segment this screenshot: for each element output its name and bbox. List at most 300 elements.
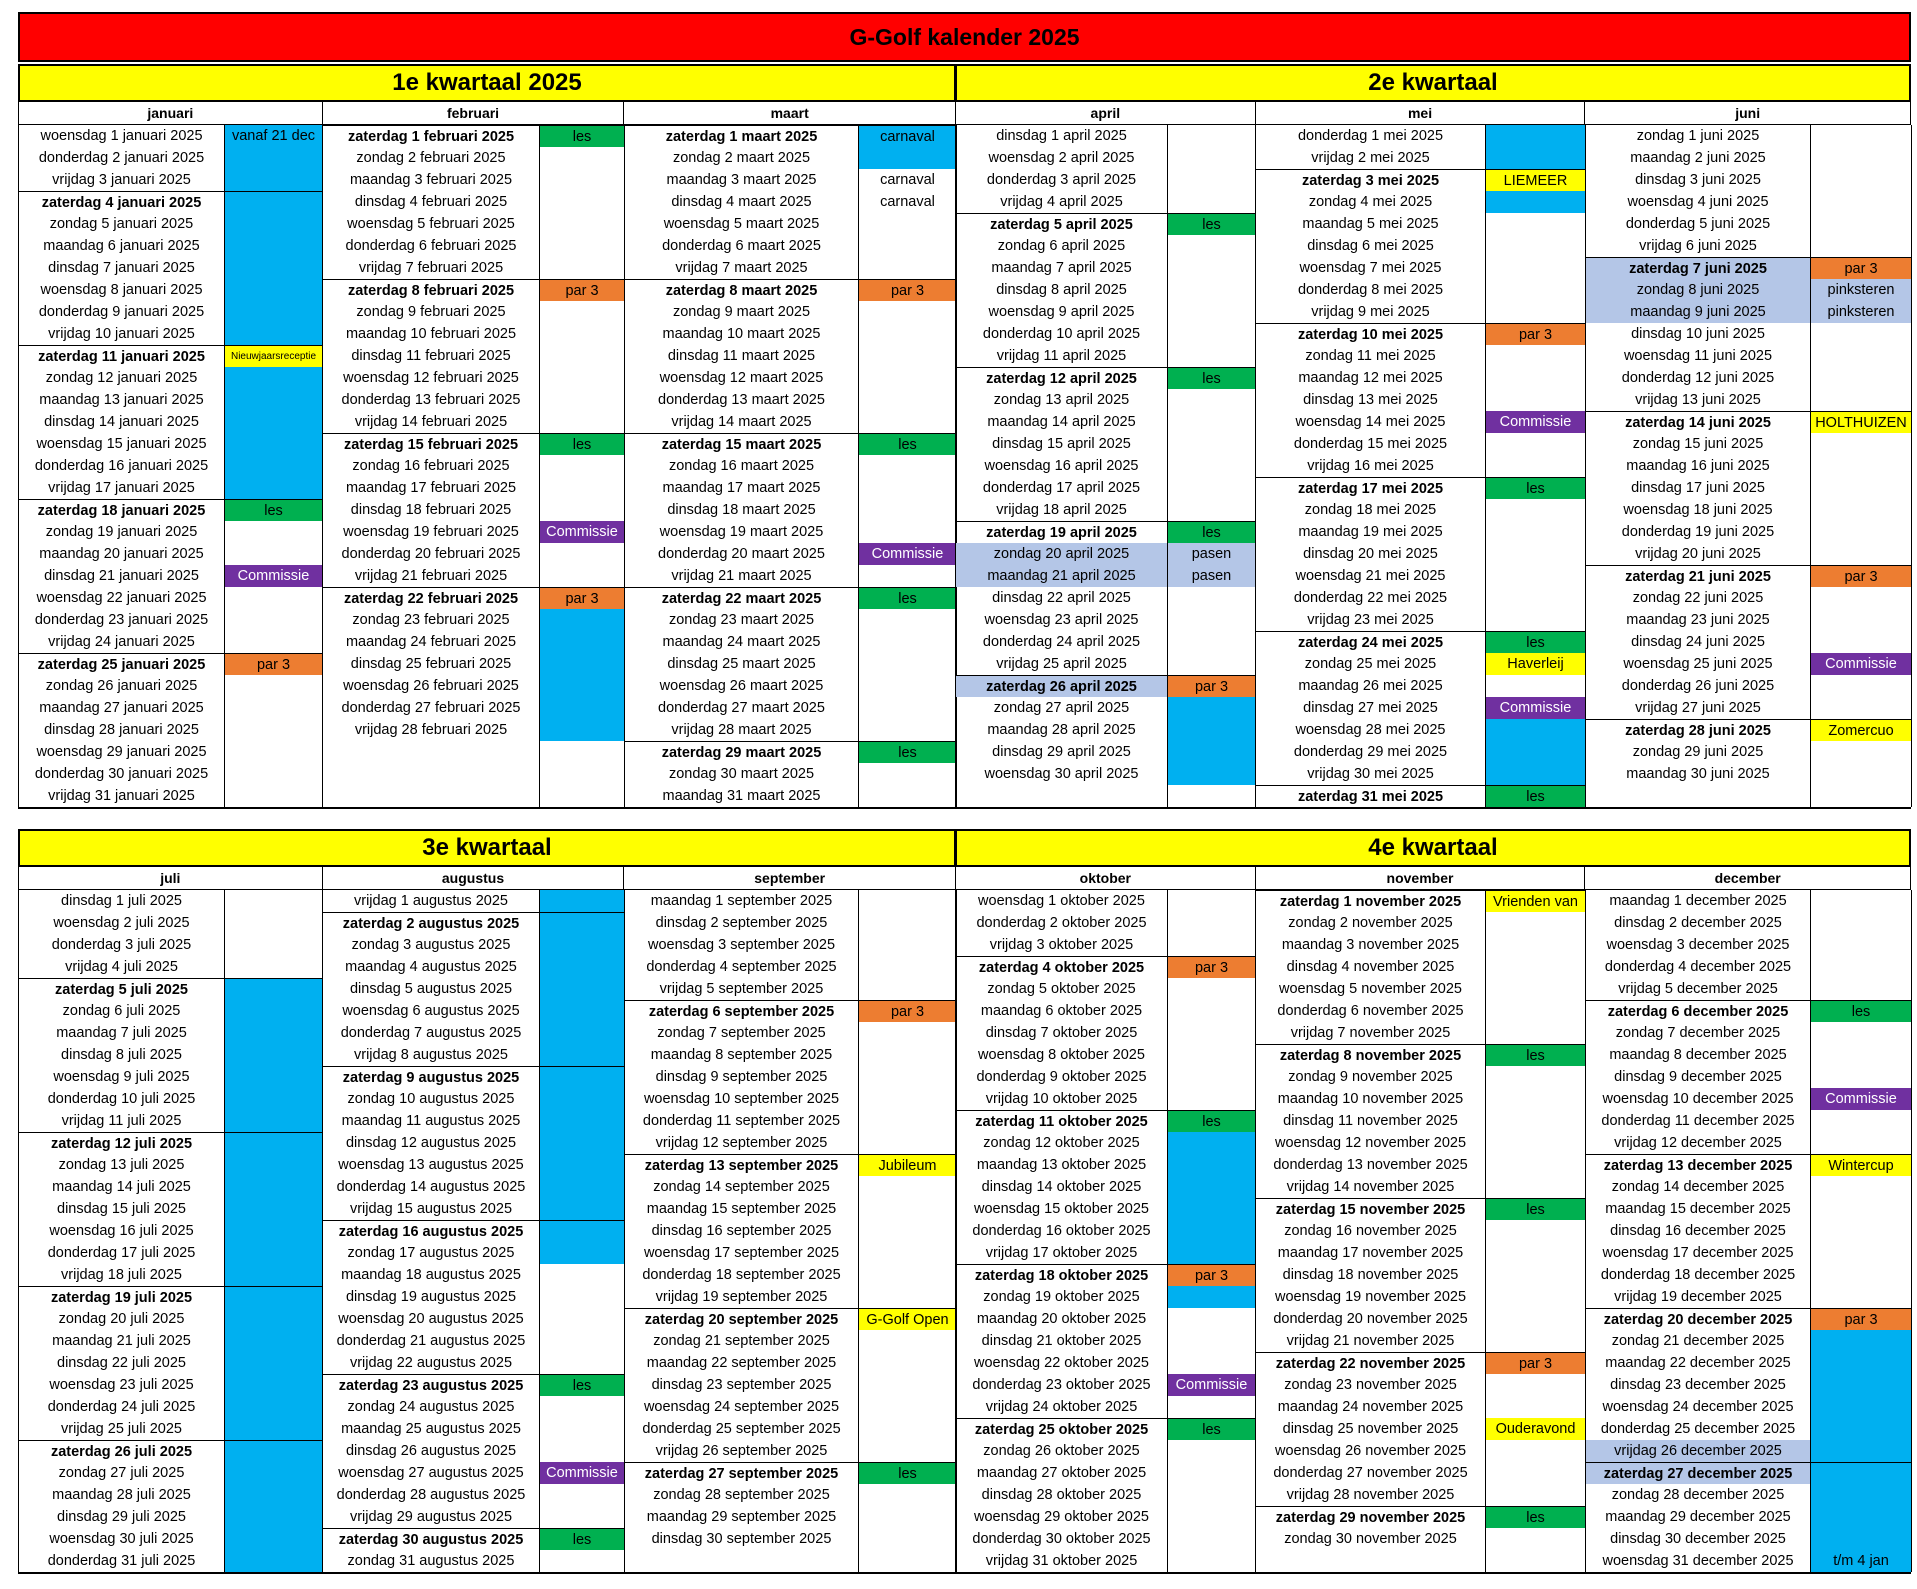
date-cell: zondag 27 april 2025	[956, 697, 1168, 719]
date-cell: dinsdag 1 juli 2025	[19, 890, 225, 912]
date-cell: vrijdag 8 augustus 2025	[323, 1044, 540, 1066]
day-row	[625, 631, 957, 653]
date-cell: zaterdag 11 januari 2025	[19, 346, 225, 367]
event-cell	[225, 257, 323, 279]
date-cell: dinsdag 16 december 2025	[1586, 1220, 1811, 1242]
date-cell: zondag 13 juli 2025	[19, 1154, 225, 1176]
day-row	[956, 1242, 1256, 1264]
event-cell	[225, 587, 323, 609]
event-cell	[1486, 235, 1586, 257]
date-cell: zondag 2 november 2025	[1256, 912, 1486, 934]
day-row	[19, 1264, 323, 1286]
day-row	[19, 1330, 323, 1352]
date-cell: dinsdag 3 juni 2025	[1586, 169, 1811, 191]
date-cell: woensdag 28 mei 2025	[1256, 719, 1486, 741]
event-cell	[1811, 934, 1912, 956]
date-cell: zondag 19 januari 2025	[19, 521, 225, 543]
day-row	[323, 1528, 625, 1550]
day-row	[1586, 1198, 1912, 1220]
date-cell: dinsdag 29 juli 2025	[19, 1506, 225, 1528]
empty-row	[1256, 1550, 1586, 1572]
day-row	[323, 1440, 625, 1462]
day-row	[1586, 1440, 1912, 1462]
date-cell: zaterdag 2 augustus 2025	[323, 913, 540, 934]
day-row	[625, 1374, 957, 1396]
event-cell	[1168, 1550, 1256, 1572]
day-row	[19, 1396, 323, 1418]
event-cell	[1486, 956, 1586, 978]
day-row	[1586, 565, 1912, 587]
event-cell	[1168, 763, 1256, 785]
date-cell: dinsdag 5 augustus 2025	[323, 978, 540, 1000]
date-cell: woensdag 3 december 2025	[1586, 934, 1811, 956]
empty-row	[323, 785, 625, 807]
event-cell	[1168, 455, 1256, 477]
day-row	[19, 433, 323, 455]
date-cell: dinsdag 29 april 2025	[956, 741, 1168, 763]
event-label: les	[859, 742, 957, 763]
month-column-oktober	[956, 890, 1256, 1572]
event-cell	[1168, 1066, 1256, 1088]
event-cell	[1811, 433, 1912, 455]
date-cell: vrijdag 20 juni 2025	[1586, 543, 1811, 565]
day-row	[1256, 477, 1586, 499]
day-row	[956, 1418, 1256, 1440]
event-cell	[225, 389, 323, 411]
day-row	[625, 978, 957, 1000]
event-cell	[225, 169, 323, 191]
date-cell: zondag 14 september 2025	[625, 1176, 859, 1198]
event-cell	[225, 697, 323, 719]
day-row	[625, 1286, 957, 1308]
date-cell: zaterdag 18 oktober 2025	[956, 1265, 1168, 1286]
date-cell: zondag 10 augustus 2025	[323, 1088, 540, 1110]
date-cell: donderdag 17 juli 2025	[19, 1242, 225, 1264]
event-cell	[859, 257, 957, 279]
date-cell: zondag 30 maart 2025	[625, 763, 859, 785]
event-cell	[1811, 1352, 1912, 1374]
event-cell	[1486, 1022, 1586, 1044]
event-cell	[859, 1374, 957, 1396]
date-cell	[1256, 1550, 1486, 1572]
date-cell: vrijdag 4 april 2025	[956, 191, 1168, 213]
day-row	[323, 367, 625, 389]
day-row	[625, 389, 957, 411]
date-cell: woensdag 12 november 2025	[1256, 1132, 1486, 1154]
day-row	[625, 785, 957, 807]
date-cell: vrijdag 26 september 2025	[625, 1440, 859, 1462]
event-cell	[540, 191, 625, 213]
date-cell: donderdag 2 oktober 2025	[956, 912, 1168, 934]
date-cell: donderdag 4 december 2025	[1586, 956, 1811, 978]
day-row	[1256, 912, 1586, 934]
day-row	[1586, 741, 1912, 763]
day-row	[19, 1308, 323, 1330]
event-label: par 3	[1486, 324, 1586, 345]
empty-row	[625, 1550, 957, 1572]
month-header-mei: mei	[1256, 102, 1586, 125]
date-cell: donderdag 22 mei 2025	[1256, 587, 1486, 609]
day-row	[19, 1154, 323, 1176]
day-row	[956, 1330, 1256, 1352]
date-cell: vrijdag 14 november 2025	[1256, 1176, 1486, 1198]
day-row	[1586, 433, 1912, 455]
day-row	[1586, 890, 1912, 912]
day-row	[956, 1066, 1256, 1088]
date-cell: zondag 12 januari 2025	[19, 367, 225, 389]
day-row	[1256, 1132, 1586, 1154]
event-cell	[1168, 609, 1256, 631]
event-cell	[225, 1242, 323, 1264]
date-cell: donderdag 16 januari 2025	[19, 455, 225, 477]
event-cell	[225, 1374, 323, 1396]
event-cell	[225, 741, 323, 763]
event-cell	[225, 1022, 323, 1044]
event-cell	[225, 890, 323, 912]
event-cell	[1168, 1220, 1256, 1242]
event-cell	[1486, 1330, 1586, 1352]
date-cell: donderdag 10 april 2025	[956, 323, 1168, 345]
date-cell: zondag 9 november 2025	[1256, 1066, 1486, 1088]
date-cell: zaterdag 13 december 2025	[1586, 1155, 1811, 1176]
event-cell	[540, 147, 625, 169]
date-cell: woensdag 5 februari 2025	[323, 213, 540, 235]
month-header-row	[18, 867, 956, 890]
date-cell: donderdag 20 november 2025	[1256, 1308, 1486, 1330]
date-cell: maandag 29 december 2025	[1586, 1506, 1811, 1528]
date-cell: zondag 29 juni 2025	[1586, 741, 1811, 763]
day-row	[1586, 1022, 1912, 1044]
date-cell: maandag 15 september 2025	[625, 1198, 859, 1220]
date-cell: maandag 31 maart 2025	[625, 785, 859, 807]
day-grid	[955, 890, 1911, 1574]
event-cell	[540, 1154, 625, 1176]
event-cell	[1168, 978, 1256, 1000]
day-row	[1256, 1462, 1586, 1484]
event-cell	[1168, 301, 1256, 323]
day-row	[19, 279, 323, 301]
event-cell	[1486, 763, 1586, 785]
day-row	[1586, 1286, 1912, 1308]
day-row	[956, 477, 1256, 499]
date-cell: zaterdag 4 januari 2025	[19, 192, 225, 213]
event-cell	[1168, 1198, 1256, 1220]
event-cell	[859, 1044, 957, 1066]
date-cell: vrijdag 28 februari 2025	[323, 719, 540, 741]
month-column-december	[1586, 890, 1912, 1572]
event-label: Commissie	[1486, 697, 1586, 719]
event-cell	[859, 890, 957, 912]
event-cell	[859, 367, 957, 389]
event-label: Zomercuo	[1811, 720, 1912, 741]
event-cell	[859, 1242, 957, 1264]
event-cell	[540, 609, 625, 631]
month-header-row	[955, 867, 1911, 890]
event-label: les	[1811, 1001, 1912, 1022]
day-row	[323, 1264, 625, 1286]
event-cell	[225, 367, 323, 389]
date-cell: zaterdag 18 januari 2025	[19, 500, 225, 521]
date-cell: vrijdag 23 mei 2025	[1256, 609, 1486, 631]
event-cell	[1168, 1088, 1256, 1110]
date-cell: zaterdag 24 mei 2025	[1256, 632, 1486, 653]
date-cell: dinsdag 19 augustus 2025	[323, 1286, 540, 1308]
date-cell: donderdag 9 januari 2025	[19, 301, 225, 323]
date-cell: vrijdag 17 oktober 2025	[956, 1242, 1168, 1264]
event-cell	[1486, 125, 1586, 147]
date-cell: vrijdag 26 december 2025	[1586, 1440, 1811, 1462]
event-cell	[1811, 1132, 1912, 1154]
date-cell: woensdag 15 oktober 2025	[956, 1198, 1168, 1220]
event-cell	[1486, 367, 1586, 389]
event-cell	[540, 235, 625, 257]
event-cell	[540, 1352, 625, 1374]
date-cell: vrijdag 17 januari 2025	[19, 477, 225, 499]
date-cell: maandag 24 november 2025	[1256, 1396, 1486, 1418]
date-cell: maandag 20 oktober 2025	[956, 1308, 1168, 1330]
day-row	[625, 1154, 957, 1176]
event-cell	[1168, 1462, 1256, 1484]
date-cell: woensdag 5 maart 2025	[625, 213, 859, 235]
date-cell: maandag 28 april 2025	[956, 719, 1168, 741]
day-row	[1586, 719, 1912, 741]
date-cell: zondag 16 november 2025	[1256, 1220, 1486, 1242]
month-header-row	[955, 102, 1911, 125]
event-cell	[1811, 1110, 1912, 1132]
day-row	[1586, 367, 1912, 389]
date-cell: vrijdag 12 september 2025	[625, 1132, 859, 1154]
day-row	[1586, 697, 1912, 719]
event-cell	[1486, 1000, 1586, 1022]
date-cell: zaterdag 21 juni 2025	[1586, 566, 1811, 587]
event-cell	[225, 543, 323, 565]
event-label: par 3	[859, 280, 957, 301]
day-row	[1586, 1330, 1912, 1352]
event-cell	[1168, 433, 1256, 455]
day-row	[956, 675, 1256, 697]
day-row	[956, 1176, 1256, 1198]
day-row	[323, 301, 625, 323]
event-cell	[225, 1066, 323, 1088]
event-cell	[1811, 1044, 1912, 1066]
date-cell: zondag 26 januari 2025	[19, 675, 225, 697]
date-cell: dinsdag 17 juni 2025	[1586, 477, 1811, 499]
event-cell	[540, 1506, 625, 1528]
day-row	[956, 890, 1256, 912]
date-cell: maandag 13 januari 2025	[19, 389, 225, 411]
event-cell	[859, 1088, 957, 1110]
date-cell: zaterdag 1 november 2025	[1256, 891, 1486, 912]
day-row	[625, 587, 957, 609]
day-row	[1586, 653, 1912, 675]
date-cell: dinsdag 28 oktober 2025	[956, 1484, 1168, 1506]
day-row	[956, 499, 1256, 521]
event-cell	[1486, 719, 1586, 741]
date-cell: maandag 3 februari 2025	[323, 169, 540, 191]
day-row	[323, 1242, 625, 1264]
event-cell	[1811, 1220, 1912, 1242]
date-cell: vrijdag 6 juni 2025	[1586, 235, 1811, 257]
month-header-april: april	[956, 102, 1256, 125]
date-cell: zaterdag 8 maart 2025	[625, 280, 859, 301]
event-cell	[1811, 631, 1912, 653]
date-cell: donderdag 30 januari 2025	[19, 763, 225, 785]
day-row	[323, 1550, 625, 1572]
date-cell: zondag 23 november 2025	[1256, 1374, 1486, 1396]
date-cell: vrijdag 16 mei 2025	[1256, 455, 1486, 477]
day-row	[1256, 1044, 1586, 1066]
event-cell	[540, 890, 625, 912]
date-cell: vrijdag 14 februari 2025	[323, 411, 540, 433]
quarter-title: 4e kwartaal	[955, 829, 1911, 867]
event-cell	[540, 1044, 625, 1066]
day-row	[625, 697, 957, 719]
date-cell: maandag 24 maart 2025	[625, 631, 859, 653]
day-row	[19, 1550, 323, 1572]
day-row	[1256, 1440, 1586, 1462]
day-row	[625, 1110, 957, 1132]
date-cell: maandag 21 april 2025	[956, 565, 1168, 587]
event-cell	[1168, 499, 1256, 521]
date-cell: zaterdag 28 juni 2025	[1586, 720, 1811, 741]
event-label: Commissie	[1168, 1374, 1256, 1396]
event-cell	[859, 609, 957, 631]
date-cell: maandag 14 april 2025	[956, 411, 1168, 433]
day-row	[956, 763, 1256, 785]
event-cell	[859, 1066, 957, 1088]
date-cell: vrijdag 21 november 2025	[1256, 1330, 1486, 1352]
date-cell: dinsdag 10 juni 2025	[1586, 323, 1811, 345]
day-row	[625, 956, 957, 978]
date-cell: vrijdag 14 maart 2025	[625, 411, 859, 433]
date-cell: zondag 15 juni 2025	[1586, 433, 1811, 455]
event-cell	[1811, 147, 1912, 169]
date-cell: vrijdag 28 maart 2025	[625, 719, 859, 741]
event-cell	[1486, 213, 1586, 235]
event-cell	[859, 323, 957, 345]
date-cell: maandag 22 december 2025	[1586, 1352, 1811, 1374]
event-cell	[1811, 1264, 1912, 1286]
event-cell	[1486, 1440, 1586, 1462]
day-row	[1256, 1110, 1586, 1132]
event-cell	[1168, 719, 1256, 741]
day-row	[1586, 213, 1912, 235]
date-cell: zondag 6 april 2025	[956, 235, 1168, 257]
date-cell: maandag 17 februari 2025	[323, 477, 540, 499]
month-column-juli	[19, 890, 323, 1572]
event-cell	[859, 1506, 957, 1528]
day-row	[1586, 956, 1912, 978]
day-row	[19, 1352, 323, 1374]
date-cell: dinsdag 4 maart 2025	[625, 191, 859, 213]
day-row	[625, 1220, 957, 1242]
date-cell: maandag 10 november 2025	[1256, 1088, 1486, 1110]
day-row	[19, 323, 323, 345]
day-row	[323, 978, 625, 1000]
day-row	[1586, 1000, 1912, 1022]
date-cell: dinsdag 11 maart 2025	[625, 345, 859, 367]
event-cell	[225, 956, 323, 978]
date-cell: woensdag 29 oktober 2025	[956, 1506, 1168, 1528]
day-row	[956, 1462, 1256, 1484]
day-row	[1586, 1308, 1912, 1330]
day-row	[956, 543, 1256, 565]
date-cell: zaterdag 15 november 2025	[1256, 1199, 1486, 1220]
day-row	[19, 1462, 323, 1484]
date-cell: zaterdag 20 september 2025	[625, 1309, 859, 1330]
day-row	[1256, 653, 1586, 675]
event-cell	[225, 785, 323, 807]
event-cell	[859, 411, 957, 433]
event-label: les	[540, 434, 625, 455]
day-row	[1256, 1176, 1586, 1198]
date-cell: dinsdag 18 november 2025	[1256, 1264, 1486, 1286]
date-cell: dinsdag 18 februari 2025	[323, 499, 540, 521]
day-row	[1256, 1418, 1586, 1440]
event-cell	[1168, 785, 1256, 807]
day-row	[323, 147, 625, 169]
empty-row	[323, 763, 625, 785]
date-cell: vrijdag 28 november 2025	[1256, 1484, 1486, 1506]
event-cell	[1168, 169, 1256, 191]
event-cell	[225, 477, 323, 499]
day-row	[19, 1198, 323, 1220]
day-row	[1256, 1154, 1586, 1176]
day-row	[19, 1374, 323, 1396]
date-cell: dinsdag 21 januari 2025	[19, 565, 225, 587]
event-cell	[540, 1550, 625, 1572]
day-row	[1586, 147, 1912, 169]
date-cell: donderdag 26 juni 2025	[1586, 675, 1811, 697]
day-row	[625, 1506, 957, 1528]
day-row	[956, 1528, 1256, 1550]
month-column-augustus	[323, 890, 625, 1572]
date-cell: zondag 7 september 2025	[625, 1022, 859, 1044]
event-cell	[1811, 191, 1912, 213]
date-cell: zondag 21 september 2025	[625, 1330, 859, 1352]
event-cell	[540, 631, 625, 653]
event-label: par 3	[1168, 676, 1256, 697]
date-cell: zondag 20 juli 2025	[19, 1308, 225, 1330]
date-cell: woensdag 19 februari 2025	[323, 521, 540, 543]
day-row	[625, 1352, 957, 1374]
date-cell: woensdag 10 december 2025	[1586, 1088, 1811, 1110]
day-row	[956, 956, 1256, 978]
day-row	[1586, 978, 1912, 1000]
day-row	[1256, 956, 1586, 978]
day-row	[19, 477, 323, 499]
event-cell	[1486, 978, 1586, 1000]
month-header-row	[18, 102, 956, 125]
day-row	[625, 1418, 957, 1440]
event-cell	[540, 697, 625, 719]
day-row	[19, 169, 323, 191]
day-row	[1256, 934, 1586, 956]
date-cell: maandag 4 augustus 2025	[323, 956, 540, 978]
event-cell	[1486, 1066, 1586, 1088]
event-cell	[859, 1396, 957, 1418]
month-column-april	[956, 125, 1256, 807]
date-cell: donderdag 11 december 2025	[1586, 1110, 1811, 1132]
event-cell	[859, 675, 957, 697]
day-row	[625, 934, 957, 956]
event-cell	[540, 389, 625, 411]
day-grid	[18, 125, 956, 809]
event-cell	[1168, 279, 1256, 301]
day-row	[956, 741, 1256, 763]
date-cell: zaterdag 14 juni 2025	[1586, 412, 1811, 433]
event-cell	[540, 367, 625, 389]
